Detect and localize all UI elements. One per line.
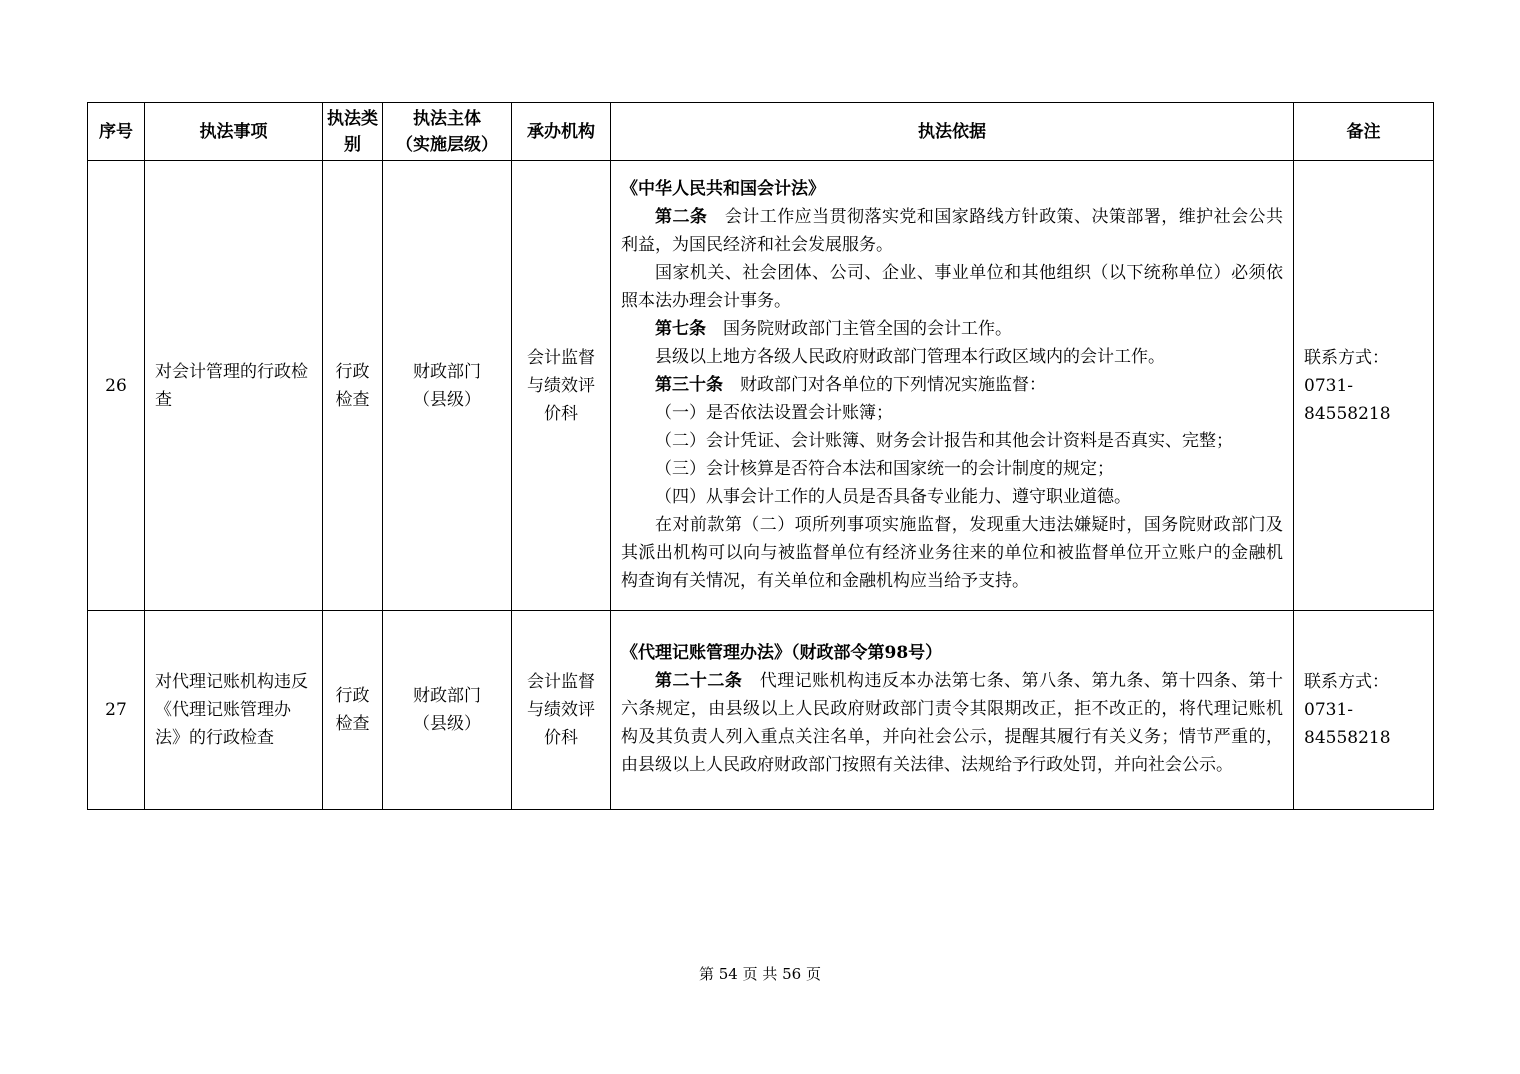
article-number: 第二十二条 [655, 671, 743, 691]
header-org: 承办机构 [512, 103, 611, 161]
header-subject-line1: 执法主体 [413, 108, 481, 129]
header-basis: 执法依据 [611, 103, 1294, 161]
basis-paragraph: 国家机关、社会团体、公司、企业、事业单位和其他组织（以下统称单位）必须依照本法办理会计事务。 [621, 262, 1283, 311]
table-row [88, 611, 1434, 810]
basis-paragraph [621, 371, 1283, 399]
remark-label: 联系方式： [1304, 672, 1389, 692]
law-title: 《中华人民共和国会计法》 [621, 178, 825, 199]
header-type: 执法类别 [323, 103, 383, 161]
basis-paragraph [621, 315, 1283, 343]
basis-paragraph: 在对前款第（二）项所列事项实施监督，发现重大违法嫌疑时，国务院财政部门及其派出机构可以向与被监督单位有经济业务往来的单位和被监督单位开立账户的金融机构查询有关情况，有关单位和金融机构应当给予支持。 [621, 514, 1283, 591]
basis-paragraph: （三）会计核算是否符合本法和国家统一的会计制度的规定； [655, 458, 1114, 479]
cell-org: 会计监督与绩效评价科 [512, 161, 611, 611]
cell-type: 行政检查 [323, 161, 383, 611]
basis-paragraph [621, 203, 1283, 259]
article-text: 国务院财政部门主管全国的会计工作。 [723, 318, 1012, 339]
header-item: 执法事项 [145, 103, 323, 161]
cell-item: 对会计管理的行政检查 [145, 161, 323, 611]
basis-paragraph: （二）会计凭证、会计账簿、财务会计报告和其他会计资料是否真实、完整； [655, 430, 1233, 451]
cell-basis [611, 161, 1294, 611]
basis-paragraph: 县级以上地方各级人民政府财政部门管理本行政区域内的会计工作。 [655, 346, 1165, 367]
cell-subject-level: （县级） [413, 389, 481, 410]
cell-subject-name: 财政部门 [413, 686, 481, 706]
table-row [88, 161, 1434, 611]
cell-basis [611, 611, 1294, 810]
article-text: 会计工作应当贯彻落实党和国家路线方针政策、决策部署，维护社会公共利益，为国民经济和社会发展服务。 [621, 206, 1284, 255]
cell-org: 会计监督与绩效评价科 [512, 611, 611, 810]
header-subject-line2: （实施层级） [396, 134, 498, 155]
table-header-row [88, 103, 1434, 161]
remark-phone: 0731-84558218 [1304, 700, 1391, 748]
article-number: 第七条 [655, 318, 706, 339]
page-footer: 第 54 页 共 56 页 [698, 965, 821, 983]
header-subject [383, 103, 512, 161]
article-text: 代理记账机构违反本办法第七条、第八条、第九条、第十四条、第十六条规定，由县级以上人民政府财政部门责令其限期改正，拒不改正的，将代理记账机构及其负责人列入重点关注名单，并向社会公示，提醒其履行有关义务；情节严重的，由县级以上人民政府财政部门按照有关法律、法规给予行政处罚，并向社会公示。 [621, 671, 1284, 775]
basis-paragraph: （四）从事会计工作的人员是否具备专业能力、遵守职业道德。 [655, 486, 1131, 507]
remark-label: 联系方式： [1304, 347, 1389, 368]
law-title: 《代理记账管理办法》（财政部令第98号） [621, 643, 943, 663]
cell-seq: 27 [88, 611, 145, 810]
enforcement-table [87, 102, 1434, 810]
cell-type: 行政检查 [323, 611, 383, 810]
article-text: 财政部门对各单位的下列情况实施监督： [740, 374, 1046, 395]
cell-subject-level: （县级） [413, 714, 481, 734]
header-remark: 备注 [1294, 103, 1434, 161]
cell-remark [1294, 611, 1434, 810]
header-seq: 序号 [88, 103, 145, 161]
article-number: 第三十条 [655, 374, 723, 395]
cell-seq: 26 [88, 161, 145, 611]
article-number: 第二条 [655, 206, 708, 227]
remark-phone: 0731-84558218 [1304, 375, 1391, 424]
basis-paragraph: （一）是否依法设置会计账簿； [655, 402, 893, 423]
basis-paragraph [621, 667, 1283, 779]
cell-subject [383, 611, 512, 810]
cell-subject-name: 财政部门 [413, 361, 481, 382]
cell-remark [1294, 161, 1434, 611]
cell-item: 对代理记账机构违反《代理记账管理办法》的行政检查 [145, 611, 323, 810]
cell-subject [383, 161, 512, 611]
